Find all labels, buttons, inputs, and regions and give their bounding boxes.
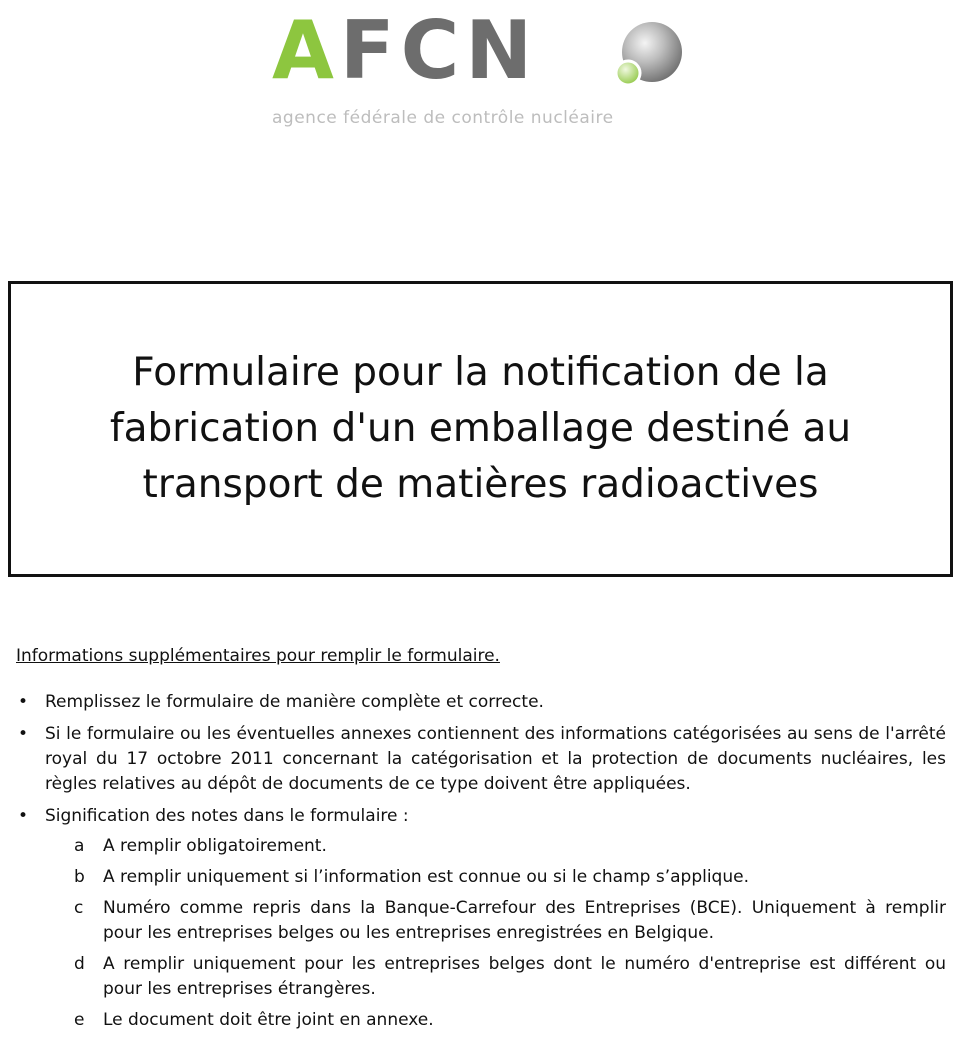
- note-letter: d: [74, 954, 85, 974]
- afcn-logo: [272, 6, 692, 136]
- bullet-item: • Si le formulaire ou les éventuelles annexes contiennent des informations catégorisées au sens de l'arrêté royal du 17 octobre 2011 concernant la catégorisation et la protection de documents nucléaires, les règles relatives au dépôt de documents de ce type doivent être appliquées.: [16, 722, 946, 797]
- document-title: Formulaire pour la notification de la fabrication d'un emballage destiné au transport de matières radioactives: [109, 350, 852, 507]
- note-letter: e: [74, 1010, 85, 1030]
- note-text: A remplir uniquement pour les entreprises belges dont le numéro d'entreprise est différent ou pour les entreprises étrangères.: [103, 954, 946, 999]
- note-item: [45, 896, 946, 946]
- logo-wordmark: [272, 6, 538, 96]
- note-item: [45, 834, 946, 859]
- instructions-section: [16, 644, 946, 1040]
- logo-letter-a: A: [272, 4, 340, 97]
- logo-letters-fcn: FCN: [339, 4, 539, 97]
- note-text: Le document doit être joint en annexe.: [103, 1010, 434, 1030]
- note-text: Numéro comme repris dans la Banque-Carrefour des Entreprises (BCE). Uniquement à remplir pour les entreprises belges ou les entreprises enregistrées en Belgique.: [103, 898, 946, 943]
- note-letter: a: [74, 836, 85, 856]
- note-text: A remplir obligatoirement.: [103, 836, 327, 856]
- title-box: [8, 281, 953, 577]
- note-item: [45, 952, 946, 1002]
- note-letter: b: [74, 867, 85, 887]
- notes-list: [45, 834, 946, 1033]
- note-item: [45, 1008, 946, 1033]
- info-heading: Informations supplémentaires pour remplir le formulaire.: [16, 646, 500, 666]
- note-item: [45, 865, 946, 890]
- note-letter: c: [74, 898, 84, 918]
- bullet-item: • Remplissez le formulaire de manière complète et correcte.: [16, 690, 946, 715]
- logo-tagline: agence fédérale de contrôle nucléaire: [272, 108, 614, 128]
- note-text: A remplir uniquement si l’information est connue ou si le champ s’applique.: [103, 867, 749, 887]
- bullet-list: [16, 690, 946, 1033]
- bullet-item-text: Signification des notes dans le formulaire :: [45, 806, 409, 826]
- logo-sphere-icon: [610, 18, 684, 92]
- bullet-item: [16, 804, 946, 1033]
